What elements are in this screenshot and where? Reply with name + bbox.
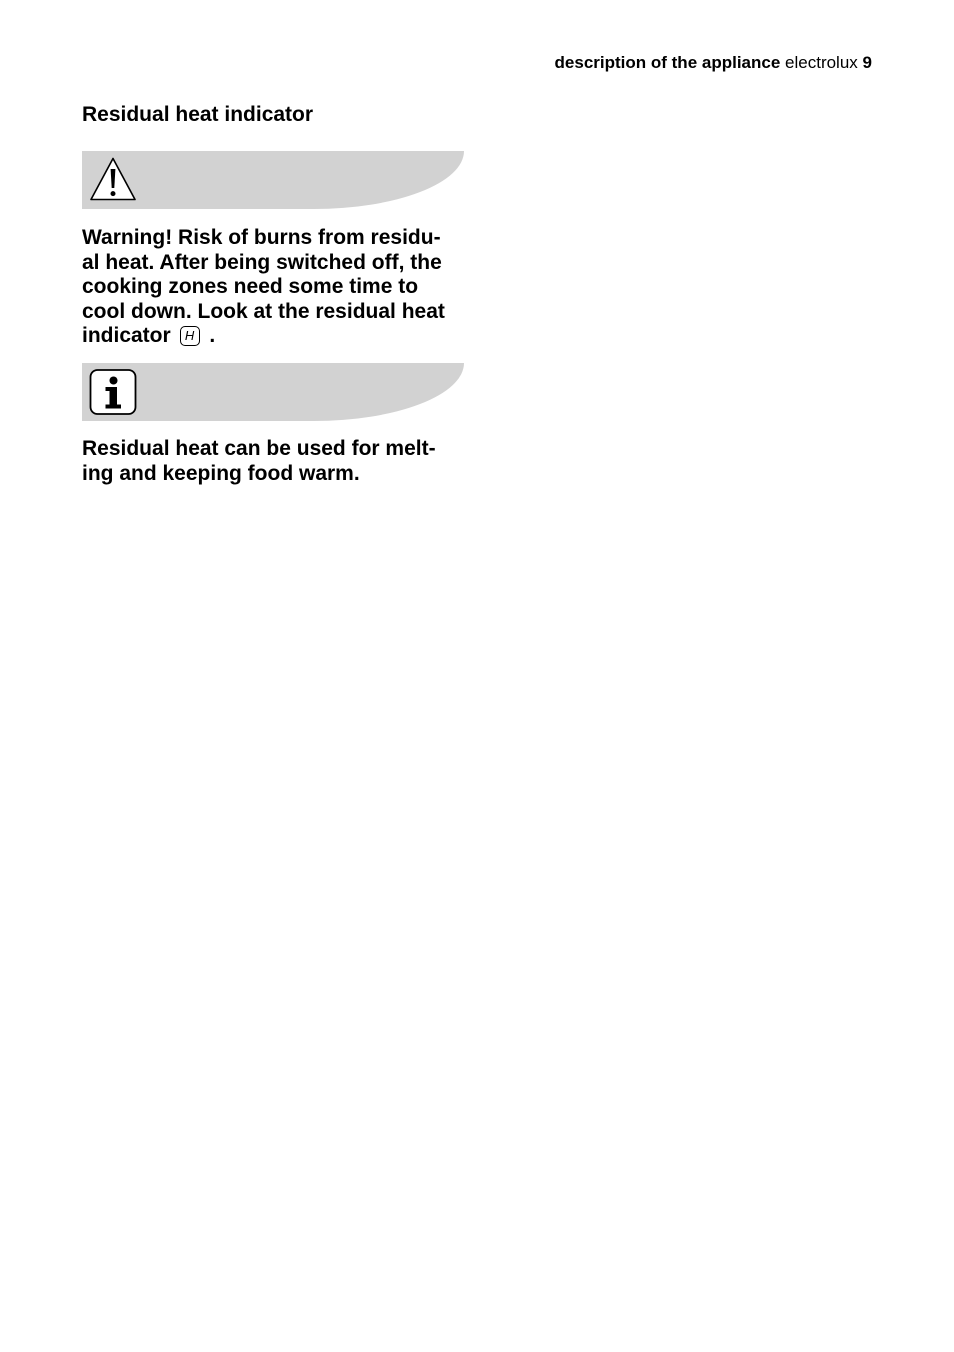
info-line: Residual heat can be used for melt- <box>82 437 436 460</box>
info-icon <box>88 367 138 417</box>
warning-line: al heat. After being switched off, the <box>82 250 442 274</box>
warning-triangle-icon <box>88 155 138 205</box>
section-title: Residual heat indicator <box>82 103 314 126</box>
info-text <box>82 437 472 486</box>
warning-note-bar <box>82 151 464 209</box>
warning-text <box>82 226 472 349</box>
warning-line: Warning! Risk of burns from residu- <box>82 226 441 249</box>
info-line: ing and keeping food warm. <box>82 461 360 485</box>
warning-line: cooking zones need some time to <box>82 275 419 298</box>
warning-line-end: . <box>209 324 216 347</box>
warning-line: cool down. Look at the residual heat <box>82 299 445 323</box>
page-number: 9 <box>862 53 872 72</box>
header-section-title: description of the appliance <box>554 53 781 72</box>
header-brand: electrolux <box>785 53 858 72</box>
residual-heat-indicator-icon: H <box>180 326 200 346</box>
running-header <box>555 52 872 74</box>
info-note-bar <box>82 363 464 421</box>
warning-line: indicator <box>82 324 171 347</box>
